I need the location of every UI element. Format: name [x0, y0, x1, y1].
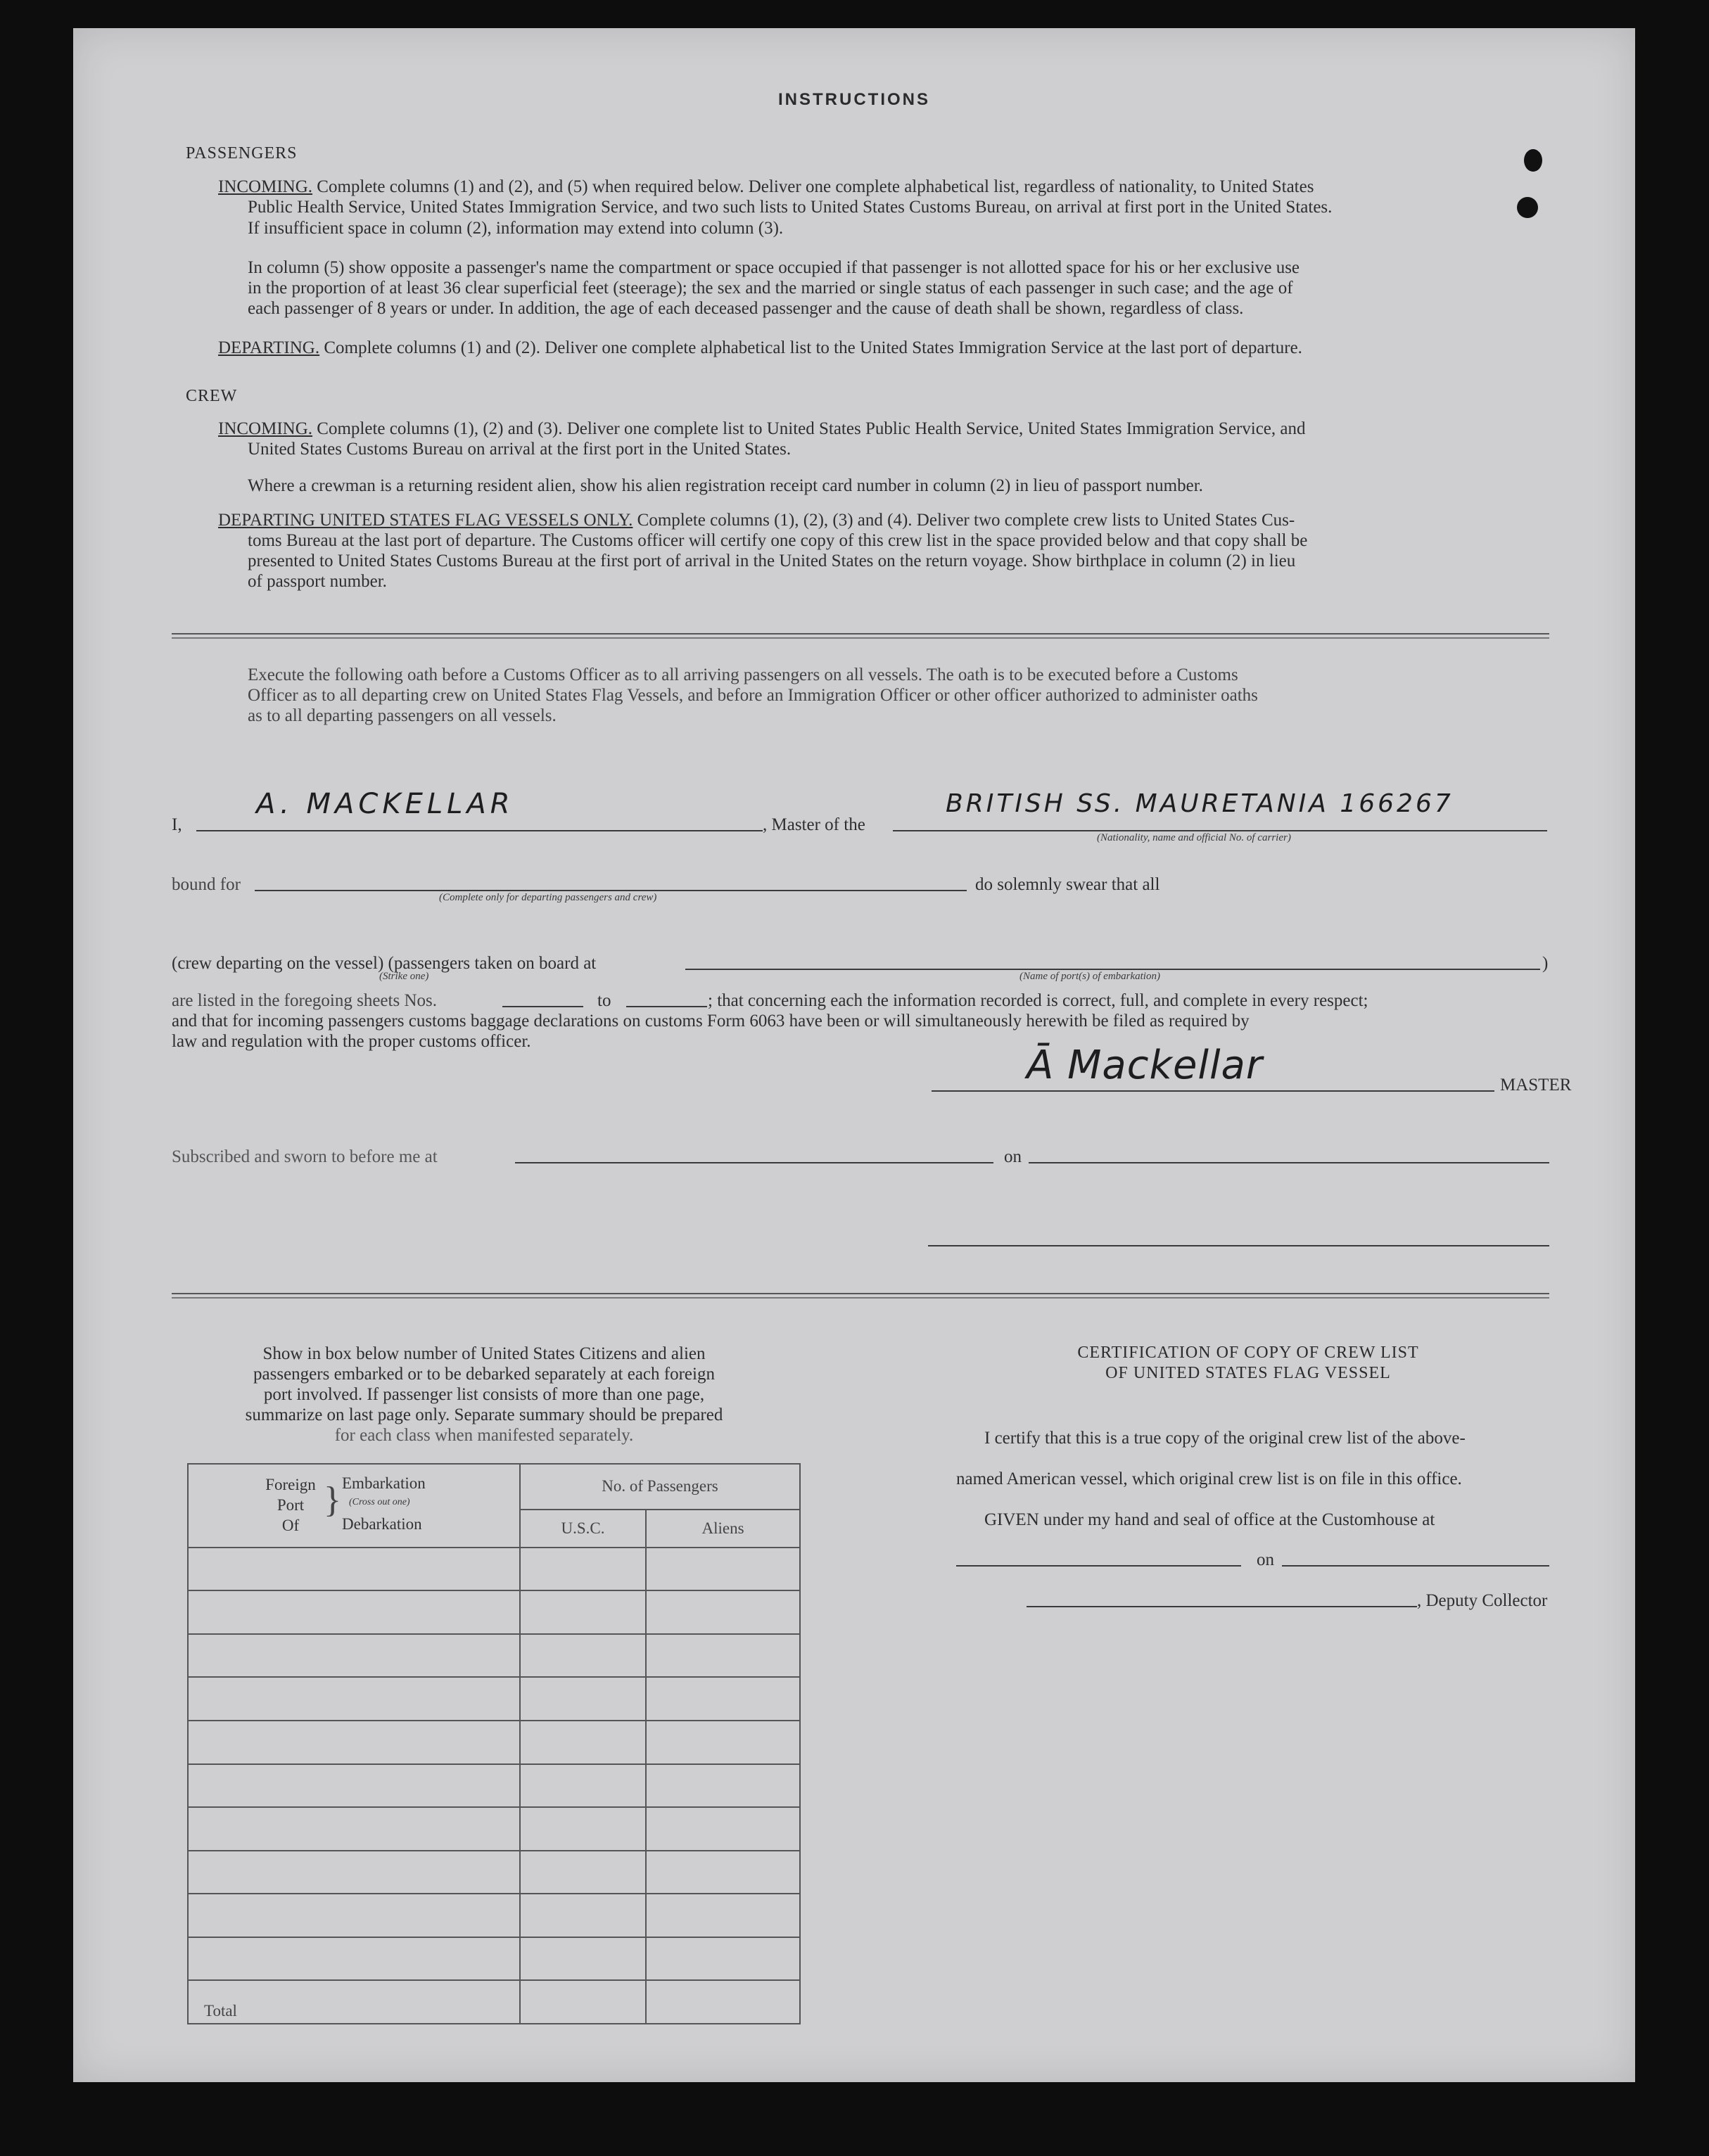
debarkation-label: Debarkation — [342, 1515, 422, 1533]
vessel-line — [893, 830, 1547, 831]
summary-line5: for each class when manifested separately. — [334, 1426, 634, 1445]
of-label: Of — [281, 1517, 300, 1534]
oath-intro-line1: Execute the following oath before a Customs Officer as to all arriving passengers on all vessels. The oath is to be executed before a Customs — [248, 665, 1238, 684]
column5-line3: each passenger of 8 years or under. In addition, the age of each deceased passenger and the cause of death shall be shown, regardless of class. — [248, 299, 1244, 318]
crew-departing-label: DEPARTING UNITED STATES FLAG VESSELS ONLY. — [218, 511, 633, 530]
certification-title-line2: OF UNITED STATES FLAG VESSEL — [1105, 1364, 1391, 1382]
subscribed-on-label: on — [1004, 1147, 1022, 1166]
crew-incoming-line2: United States Customs Bureau on arrival at the first port in the United States. — [248, 440, 792, 459]
total-label: Total — [188, 1980, 520, 2024]
passengers-departing-text: Complete columns (1) and (2). Deliver one complete alphabetical list to the United States Immigration Service at the last port of departure. — [324, 338, 1302, 357]
concerning-text: ; that concerning each the information recorded is correct, full, and complete in every respect; — [708, 991, 1368, 1010]
table-row — [188, 1894, 800, 1937]
subscribed-label: Subscribed and sworn to before me at — [172, 1147, 438, 1166]
vessel-caption: (Nationality, name and official No. of carrier) — [1097, 832, 1291, 843]
summary-line2: passengers embarked or to be debarked separately at each foreign — [253, 1365, 715, 1384]
sheets-to-label: to — [597, 991, 611, 1010]
crew-passengers-label: (crew departing on the vessel) (passengers taken on board at — [172, 954, 597, 973]
certification-line3: GIVEN under my hand and seal of office at the Customhouse at — [984, 1510, 1435, 1529]
cross-out-caption: (Cross out one) — [349, 1497, 410, 1507]
table-row — [188, 1590, 800, 1634]
table-row — [188, 1937, 800, 1981]
bound-for-caption: (Complete only for departing passengers and crew) — [439, 892, 657, 903]
subscribed-date-line — [1029, 1162, 1549, 1163]
summary-line4: summarize on last page only. Separate summary should be prepared — [245, 1405, 723, 1424]
certification-line1: I certify that this is a true copy of the original crew list of the above- — [984, 1429, 1466, 1448]
embarkation-port-line — [685, 969, 1540, 970]
oath-i-label: I, — [172, 815, 182, 834]
brace-icon: } — [324, 1480, 341, 1520]
table-row — [188, 1807, 800, 1851]
usc-header: U.S.C. — [520, 1510, 646, 1548]
crew-incoming-line1 — [218, 419, 1306, 440]
crew-departing-line3: presented to United States Customs Bureau at the first port of arrival in the United States on the return voyage. Show birthplace in column (2) in lieu — [248, 551, 1296, 570]
officer-signature-line — [928, 1245, 1549, 1246]
certification-on-label: on — [1257, 1550, 1274, 1569]
embarkation-caption: (Name of port(s) of embarkation) — [1019, 971, 1160, 982]
foreign-label: Foreign — [265, 1476, 316, 1493]
passenger-summary-table — [187, 1463, 801, 2024]
subscribed-place-line — [515, 1162, 993, 1163]
baggage-text: and that for incoming passengers customs baggage declarations on customs Form 6063 have been or will simultaneously herewith be filed as required by — [172, 1012, 1250, 1031]
swear-label: do solemnly swear that all — [975, 875, 1160, 894]
crew-departing-text: Complete columns (1), (2), (3) and (4). Deliver two complete crew lists to United States Cus- — [637, 511, 1295, 530]
master-name-line — [196, 830, 763, 831]
table-row — [188, 1634, 800, 1678]
section-divider — [172, 633, 1549, 639]
certification-date-line — [1282, 1565, 1549, 1567]
table-row — [188, 1548, 800, 1591]
passengers-section-label: PASSENGERS — [186, 144, 298, 162]
master-name-handwritten: A. MACKELLAR — [256, 788, 514, 820]
bound-for-label: bound for — [172, 875, 241, 894]
no-passengers-header: No. of Passengers — [520, 1464, 800, 1510]
master-signature-line — [932, 1090, 1494, 1092]
passengers-incoming-line2: Public Health Service, United States Immigration Service, and two such lists to United States Customs Bureau, on arrival at first port in the United States. — [248, 198, 1333, 217]
master-of-label: , Master of the — [763, 815, 865, 834]
port-header-cell — [188, 1464, 520, 1548]
crew-departing-line4: of passport number. — [248, 572, 387, 591]
deputy-collector-label: , Deputy Collector — [1417, 1591, 1548, 1610]
table-row — [188, 1677, 800, 1721]
certification-title-line1: CERTIFICATION OF COPY OF CREW LIST — [1077, 1344, 1419, 1362]
master-label: MASTER — [1500, 1076, 1572, 1095]
crew-incoming-label: INCOMING. — [218, 419, 313, 438]
certification-line2: named American vessel, which original crew list is on file in this office. — [956, 1469, 1462, 1488]
sheets-label: are listed in the foregoing sheets Nos. — [172, 991, 437, 1010]
summary-line3: port involved. If passenger list consists of more than one page, — [263, 1385, 705, 1404]
column5-line2: in the proportion of at least 36 clear superficial feet (steerage); the sex and the married or single status of each passenger in such case; and the age of — [248, 279, 1293, 298]
deputy-collector-line — [1027, 1606, 1417, 1607]
vessel-handwritten: BRITISH SS. MAURETANIA 166267 — [946, 789, 1454, 818]
table-row — [188, 1764, 800, 1808]
total-row — [188, 1980, 800, 2024]
crew-departing-line2: toms Bureau at the last port of departure. The Customs officer will certify one copy of this crew list in the space provided below and that copy shall be — [248, 531, 1308, 550]
crew-departing-line1 — [218, 510, 1295, 531]
table-row — [188, 1721, 800, 1764]
law-text: law and regulation with the proper customs officer. — [172, 1032, 531, 1051]
master-signature: Ā Mackellar — [1027, 1042, 1263, 1088]
port-label: Port — [277, 1496, 305, 1514]
crew-section-label: CREW — [186, 387, 238, 405]
aliens-header: Aliens — [646, 1510, 800, 1548]
passengers-departing-label: DEPARTING. — [218, 338, 320, 357]
table-row — [188, 1851, 800, 1894]
oath-intro-line3: as to all departing passengers on all vessels. — [248, 706, 557, 725]
passengers-departing-line — [218, 338, 1302, 359]
ink-blot — [1517, 197, 1538, 218]
passengers-incoming-text: Complete columns (1) and (2), and (5) when required below. Deliver one complete alphabetical list, regardless of nationality, to United States — [317, 177, 1314, 196]
ink-blot — [1524, 149, 1542, 172]
sheets-to-line — [626, 1006, 707, 1007]
passengers-incoming-label: INCOMING. — [218, 177, 313, 196]
page-title: INSTRUCTIONS — [778, 90, 930, 109]
customhouse-place-line — [956, 1565, 1241, 1567]
embarkation-label: Embarkation — [342, 1474, 426, 1492]
document-page — [73, 28, 1635, 2082]
oath-intro-line2: Officer as to all departing crew on United States Flag Vessels, and before an Immigration Officer or other officer authorized to administer oaths — [248, 686, 1258, 705]
column5-line1: In column (5) show opposite a passenger's name the compartment or space occupied if that passenger is not allotted space for his or her exclusive use — [248, 258, 1300, 277]
crew-incoming-text: Complete columns (1), (2) and (3). Deliver one complete list to United States Public Health Service, United States Immigration Service, and — [317, 419, 1306, 438]
passengers-incoming-line3: If insufficient space in column (2), information may extend into column (3). — [248, 219, 784, 238]
passengers-incoming-line1 — [218, 177, 1576, 198]
lower-divider — [172, 1293, 1549, 1299]
strike-caption: (Strike one) — [379, 971, 429, 982]
bound-for-line — [255, 890, 967, 891]
crew-resident-alien: Where a crewman is a returning resident alien, show his alien registration receipt card number in column (2) in lieu of passport number. — [248, 476, 1203, 495]
summary-line1: Show in box below number of United States Citizens and alien — [262, 1344, 706, 1363]
close-paren: ) — [1542, 954, 1549, 973]
sheets-from-line — [502, 1006, 583, 1007]
